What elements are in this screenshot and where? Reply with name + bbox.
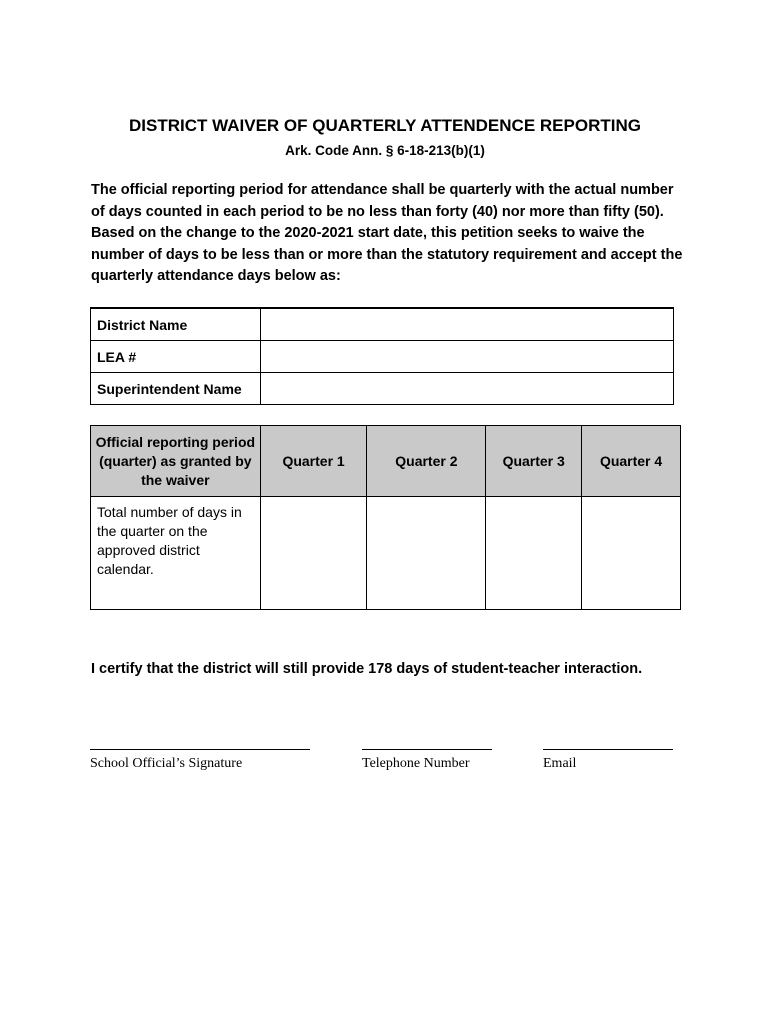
district-name-label: District Name [91,308,261,341]
telephone-block [362,741,492,772]
quarter-1-days-field[interactable] [260,497,367,610]
telephone-line[interactable] [362,741,492,750]
email-line[interactable] [543,741,673,750]
email-label: Email [543,756,577,771]
superintendent-row [91,373,674,405]
lea-label: LEA # [91,341,261,373]
district-name-field[interactable] [261,308,674,341]
quarter-1-header: Quarter 1 [260,426,367,497]
intro-paragraph: The official reporting period for attendance shall be quarterly with the actual number of days counted in each period to be no less than forty (40) nor more than fifty (50). Based on the change to the 2020-2021 start date, this petition seeks to waive the number of days to be less than or more than the statutory requirement and accept the quarterly attendance days below as: [91,182,683,284]
lea-row [91,341,674,373]
quarter-3-header: Quarter 3 [486,426,582,497]
official-signature-line[interactable] [90,741,310,750]
email-block [543,741,673,772]
quarter-2-header: Quarter 2 [367,426,486,497]
quarter-header-row [91,426,681,497]
quarter-4-header: Quarter 4 [582,426,681,497]
quarter-4-days-field[interactable] [582,497,681,610]
quarter-2-days-field[interactable] [367,497,486,610]
official-signature-label: School Official’s Signature [90,756,243,771]
district-name-row [91,308,674,341]
total-days-label: Total number of days in the quarter on the approved district calendar. [91,497,261,610]
superintendent-field[interactable] [261,373,674,405]
telephone-label: Telephone Number [362,756,470,771]
certification-statement: I certify that the district will still provide 178 days of student-teacher interaction. [91,661,643,677]
document-title: DISTRICT WAIVER OF QUARTERLY ATTENDENCE REPORTING [129,116,641,135]
reporting-period-header: Official reporting period (quarter) as granted by the waiver [91,426,261,497]
superintendent-label: Superintendent Name [91,373,261,405]
official-signature-block [90,741,310,772]
quarter-3-days-field[interactable] [486,497,582,610]
statute-reference: Ark. Code Ann. § 6-18-213(b)(1) [285,143,485,158]
district-info-table [90,307,674,405]
lea-field[interactable] [261,341,674,373]
total-days-row [91,497,681,610]
quarter-table [90,425,681,610]
